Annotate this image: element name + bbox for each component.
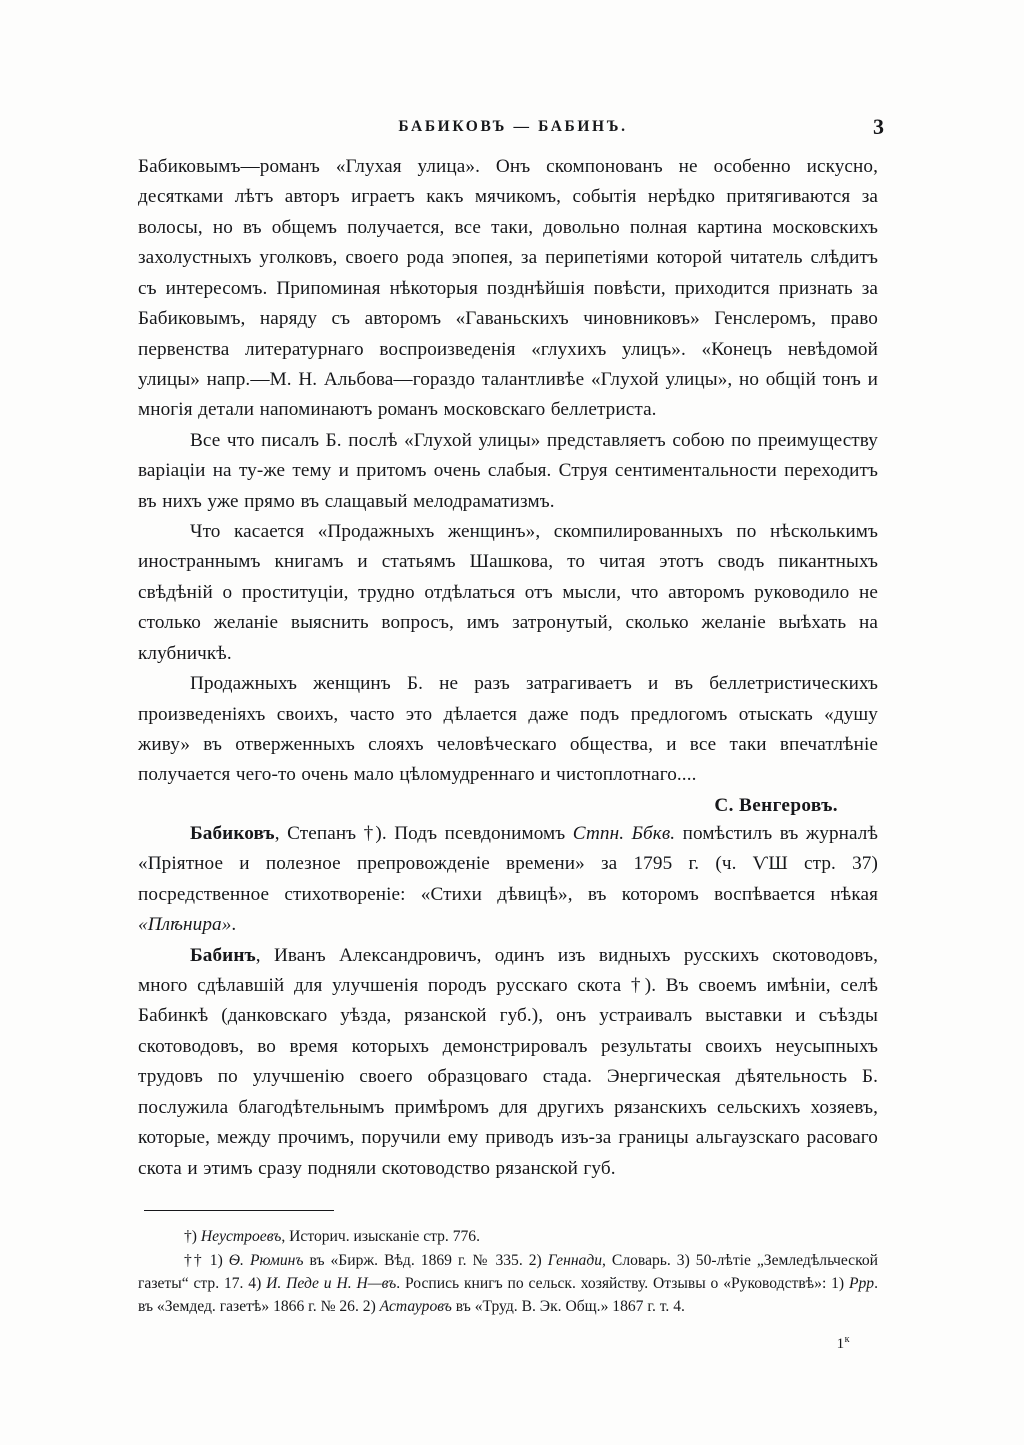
running-title: БАБИКОВЪ — БАБИНЪ. — [398, 118, 628, 135]
signature-mark — [138, 1334, 878, 1353]
footnote-2-author-3: И. Педе и Н. Н—въ — [266, 1275, 397, 1293]
footnote-2-author-2: Геннади — [547, 1252, 603, 1269]
footnote-2-mid-1: въ «Бирж. Вѣд. 1869 г. № 335. 2) — [303, 1252, 548, 1269]
author-signature: С. Венгеровъ. — [714, 794, 838, 816]
paragraph-3: Что касается «Продажныхъ женщинъ», скомпилированныхъ по нѣсколькимъ иностраннымъ книгамъ и статьямъ Шашкова, то читая этотъ сводъ пикантныхъ свѣдѣній о проституціи, трудно отдѣлаться отъ мысли, что авторомъ руководило не столько желаніе выяснить вопросъ, имъ затронутый, сколько желаніе выѣхать на клубничкѣ. — [138, 521, 878, 664]
footnote-2-author-1: Ѳ. Рюминъ — [228, 1252, 304, 1269]
entry-text-babin: , Иванъ Александровичъ, одинъ изъ видныхъ русскихъ скотоводовъ, много сдѣлавшій для улучшенія породъ русскаго скота †). Въ своемъ имѣніи, селѣ Бабинкѣ (данковскаго уѣзда, рязанской губ.), онъ устраивалъ выставки и съѣзды скотоводовъ, во время которыхъ демонстрировалъ результаты своихъ неусыпныхъ трудовъ по улучшенію своего образцоваго стада. Энергическая дѣятельность Б. послужила благодѣтельнымъ примѣромъ для другихъ рязанскихъ сельскихъ хозяевъ, которые, между прочимъ, поручили ему приводъ изъ-за границы альгаузскаго расоваго скота и этимъ сразу подняли скотоводство рязанской губ. — [138, 944, 878, 1179]
footnote-2-mid-4: . въ «Земдед. газетѣ» 1866 г. № 26. 2) — [138, 1275, 879, 1316]
footnote-2-mid-5: въ «Труд. В. Эк. Общ.» 1867 г. т. 4. — [451, 1298, 685, 1316]
paragraph-1: Бабиковымъ—романъ «Глухая улица». Онъ скомпонованъ не особенно искусно, десятками лѣтъ авторъ играетъ какъ мячикомъ, событія нерѣдко притягиваются за волосы, но въ общемъ получается, все таки, довольно полная картина московскихъ захолустныхъ уголковъ, своего рода эпопея, за перипетіями которой читатель слѣдитъ съ интересомъ. Припоминая нѣкоторыя позднѣйшія повѣсти, приходится признать за Бабиковымъ, наряду съ авторомъ «Гаваньскихъ чиновниковъ» Генслеромъ, право первенства литературнаго воспроизведенія «глухихъ улицъ». «Конецъ невѣдомой улицы» напр.—М. Н. Альбова—гораздо талантливѣе «Глухой улицы», но общій тонъ и многія детали напоминаютъ романъ московскаго беллетриста. — [138, 156, 878, 421]
footnote-2-mid-2: , Словарь. 3) 50-лѣтіе „Земледѣльческой газеты“ стр. 17. 4) — [138, 1252, 879, 1293]
entry-text-after-italic: помѣстилъ въ журналѣ «Пріятное и полезное препровожденіе времени» за 1795 г. (ч. ѴШ стр. 37) посредственное стихотвореніе: «Стихи дѣвицѣ», въ которомъ воспѣвается нѣкая — [138, 822, 878, 905]
paragraph-2: Все что писалъ Б. послѣ «Глухой улицы» представляетъ собою по преимуществу варіаціи на ту-же тему и притомъ очень слабыя. Струя сентиментальности переходитъ въ нихъ уже прямо въ слащавый мелодраматизмъ. — [138, 429, 878, 512]
signature-mark-number: 1 — [836, 1336, 845, 1353]
footnote-1-marker: †) — [184, 1227, 201, 1245]
footnote-divider — [144, 1210, 334, 1211]
running-head — [138, 114, 884, 152]
footnote-2-author-5: Астауровъ — [379, 1298, 452, 1316]
dictionary-entry-babin — [138, 941, 878, 1184]
page-content — [138, 114, 884, 1353]
footnote-2-author-4: Ррр — [848, 1275, 875, 1293]
footnote-2-mid-3: . Роспись книгъ по сельск. хозяйству. Отзывы о «Руководствѣ»: 1) — [396, 1275, 849, 1293]
page-number: 3 — [873, 114, 884, 139]
footnote-2-marker: †† 1) — [184, 1252, 229, 1269]
footnote-1 — [138, 1225, 878, 1248]
entry-headword-babikov: Бабиковъ — [190, 822, 275, 844]
footnote-2 — [138, 1249, 878, 1318]
entry-tail: . — [231, 914, 237, 936]
footnote-1-rest: , Историч. изысканіе стр. 776. — [281, 1227, 480, 1245]
entry-poem-name: «Плѣнира» — [138, 914, 232, 936]
footnotes-block — [138, 1225, 878, 1318]
signature-mark-letter: к — [844, 1334, 850, 1346]
paragraph-4: Продажныхъ женщинъ Б. не разъ затрагиваетъ и въ беллетристическихъ произведеніяхъ своихъ, часто это дѣлается даже подъ предлогомъ отыскать «душу живу» въ отверженныхъ слояхъ человѣческаго общества, и все таки впечатлѣніе получается чего-то очень мало цѣломудреннаго и чистоплотнаго.... — [138, 673, 878, 786]
entry-text-before-italic: , Степанъ †). Подъ псевдонимомъ — [274, 822, 573, 844]
entry-headword-babin: Бабинъ — [190, 944, 256, 966]
entry-pseudonym: Стпн. Ббкв. — [572, 822, 676, 844]
dictionary-entry-babikov — [138, 819, 878, 941]
footnote-1-author: Неустроевъ — [200, 1227, 282, 1245]
